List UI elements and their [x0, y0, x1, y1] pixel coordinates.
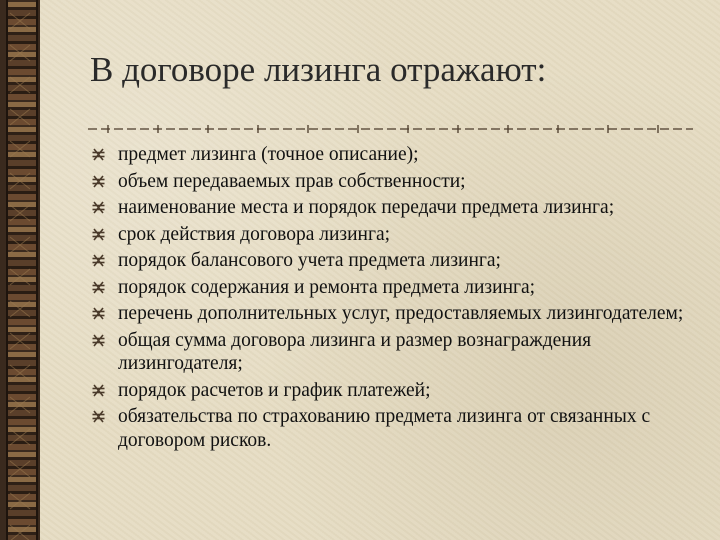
crossed-lines-bullet-icon: [92, 334, 105, 347]
slide-title: В договоре лизинга отражают:: [90, 50, 547, 89]
list-item: [92, 302, 702, 326]
list-item: [92, 143, 702, 167]
list-item: [92, 329, 702, 376]
strip-ornament: [0, 42, 40, 64]
crossed-lines-bullet-icon: [92, 307, 105, 320]
list-item: [92, 196, 702, 220]
crossed-lines-bullet-icon: [92, 148, 105, 161]
decorative-left-strip: [0, 0, 40, 540]
list-item-text: наименование места и порядок передачи предмета лизинга;: [118, 197, 615, 218]
list-item-text: общая сумма договора лизинга и размер вознаграждения лизингодателя;: [118, 329, 592, 374]
strip-ornament: [0, 330, 40, 352]
strip-ornament: [0, 394, 40, 416]
strip-ornament: [0, 106, 40, 128]
list-item: [92, 249, 702, 273]
list-item-text: срок действия договора лизинга;: [118, 223, 391, 245]
crossed-lines-bullet-icon: [92, 410, 105, 423]
dashed-rule: [88, 123, 693, 135]
list-item: [92, 170, 702, 194]
strip-ornament: [0, 362, 40, 384]
crossed-lines-bullet-icon: [92, 281, 105, 294]
list-item: [92, 223, 702, 247]
list-item-text: перечень дополнительных услуг, предоставляемых лизингодателем;: [118, 303, 684, 324]
list-item-text: обязательства по страхованию предмета лизинга от связанных с договором рисков.: [118, 406, 651, 451]
strip-ornament: [0, 522, 40, 540]
strip-ornament: [0, 138, 40, 160]
strip-ornament: [0, 170, 40, 192]
list-item-text: порядок содержания и ремонта предмета лизинга;: [118, 276, 536, 298]
crossed-lines-bullet-icon: [92, 175, 105, 188]
strip-ornament: [0, 458, 40, 480]
crossed-lines-bullet-icon: [92, 228, 105, 241]
strip-ornament: [0, 298, 40, 320]
strip-ornament: [0, 426, 40, 448]
list-item-text: порядок балансового учета предмета лизинга;: [118, 250, 501, 271]
strip-ornament: [0, 266, 40, 288]
strip-ornament: [0, 10, 40, 32]
strip-ornament: [0, 234, 40, 256]
strip-ornament: [0, 490, 40, 512]
crossed-lines-bullet-icon: [92, 201, 105, 214]
list-item: [92, 379, 702, 403]
strip-ornament: [0, 74, 40, 96]
crossed-lines-bullet-icon: [92, 254, 105, 267]
list-item-text: предмет лизинга (точное описание);: [118, 144, 419, 165]
strip-ornament: [0, 202, 40, 224]
list-item-text: объем передаваемых прав собственности;: [118, 170, 466, 192]
list-item: [92, 405, 702, 452]
list-item-text: порядок расчетов и график платежей;: [118, 379, 431, 401]
crossed-lines-bullet-icon: [92, 384, 105, 397]
list-item: [92, 276, 702, 300]
bullet-list: [92, 143, 702, 455]
